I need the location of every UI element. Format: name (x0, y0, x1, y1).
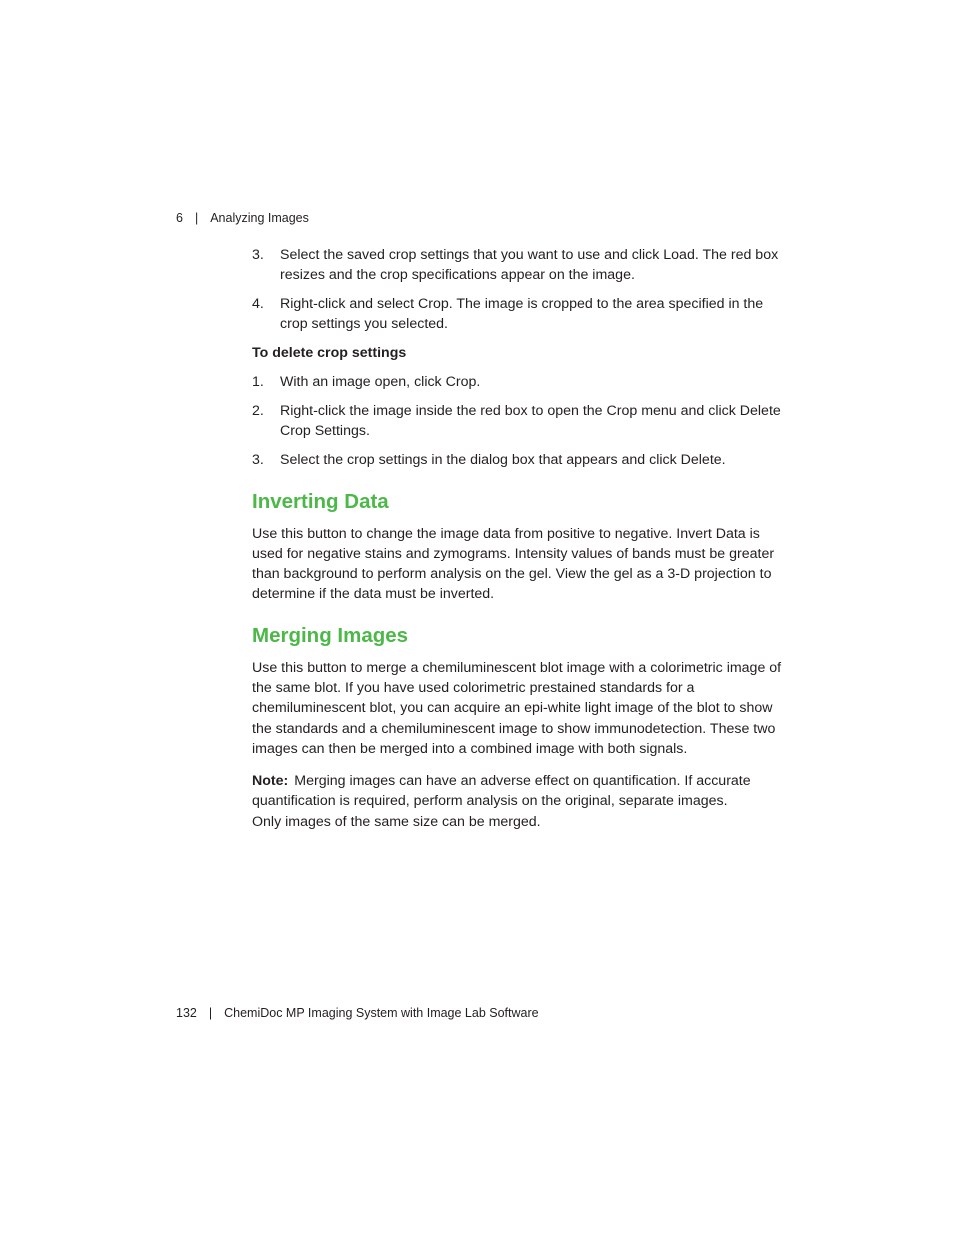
section-title-merging-images: Merging Images (252, 623, 409, 647)
step-text: Select the saved crop settings that you want to use and click Load. The red box resizes and the crop specifications appear on the image. (280, 247, 779, 283)
step-text: Select the crop settings in the dialog box that appears and click Delete. (280, 452, 726, 468)
list-item (252, 451, 782, 471)
crop-load-steps (252, 246, 782, 334)
section-title-inverting-data: Inverting Data (252, 489, 389, 513)
page-number: 132 (176, 1006, 197, 1020)
running-footer (176, 1006, 539, 1020)
step-number: 4. (252, 296, 264, 312)
inverting-data-body: Use this button to change the image data from positive to negative. Invert Data is used for negative stains and zymograms. Intensity values of bands must be greater than background to perform analysis on the gel. View the gel as a 3-D projection to determine if the data must be inverted. (252, 525, 775, 603)
list-item (252, 295, 782, 334)
procedure-heading: To delete crop settings (252, 345, 407, 361)
list-item (252, 402, 782, 441)
footer-separator: | (208, 1006, 213, 1020)
step-text: Right-click and select Crop. The image is cropped to the area specified in the crop settings you selected. (280, 296, 764, 332)
merging-images-body: Use this button to merge a chemiluminescent blot image with a colorimetric image of the same blot. If you have used colorimetric prestained standards for a chemiluminescent blot, you can acquire an epi-white light image of the blot to show the standards and a chemiluminescent image to show immunodetection. These two images can then be merged into a combined image with both signals. (252, 659, 782, 757)
book-title: ChemiDoc MP Imaging System with Image Lab Software (224, 1006, 539, 1020)
step-number: 3. (252, 247, 264, 263)
list-item (252, 246, 782, 285)
step-text: With an image open, click Crop. (280, 373, 481, 390)
list-item (252, 373, 782, 393)
chapter-number: 6 (176, 211, 183, 225)
step-text: Right-click the image inside the red box to open the Crop menu and click Delete Crop Settings. (280, 403, 781, 439)
step-number: 2. (252, 403, 264, 419)
note-label: Note: (252, 773, 289, 790)
note-text: Merging images can have an adverse effect on quantification. If accurate quantification is required, perform analysis on the original, separate images. (252, 773, 751, 810)
note-block (252, 771, 782, 832)
page-content (252, 246, 782, 832)
step-number: 1. (252, 373, 264, 390)
delete-crop-steps (252, 373, 782, 471)
note-extra: Only images of the same size can be merged. (252, 813, 541, 830)
running-header (176, 211, 309, 225)
chapter-title: Analyzing Images (210, 211, 309, 225)
step-number: 3. (252, 452, 264, 468)
header-separator: | (194, 211, 199, 225)
